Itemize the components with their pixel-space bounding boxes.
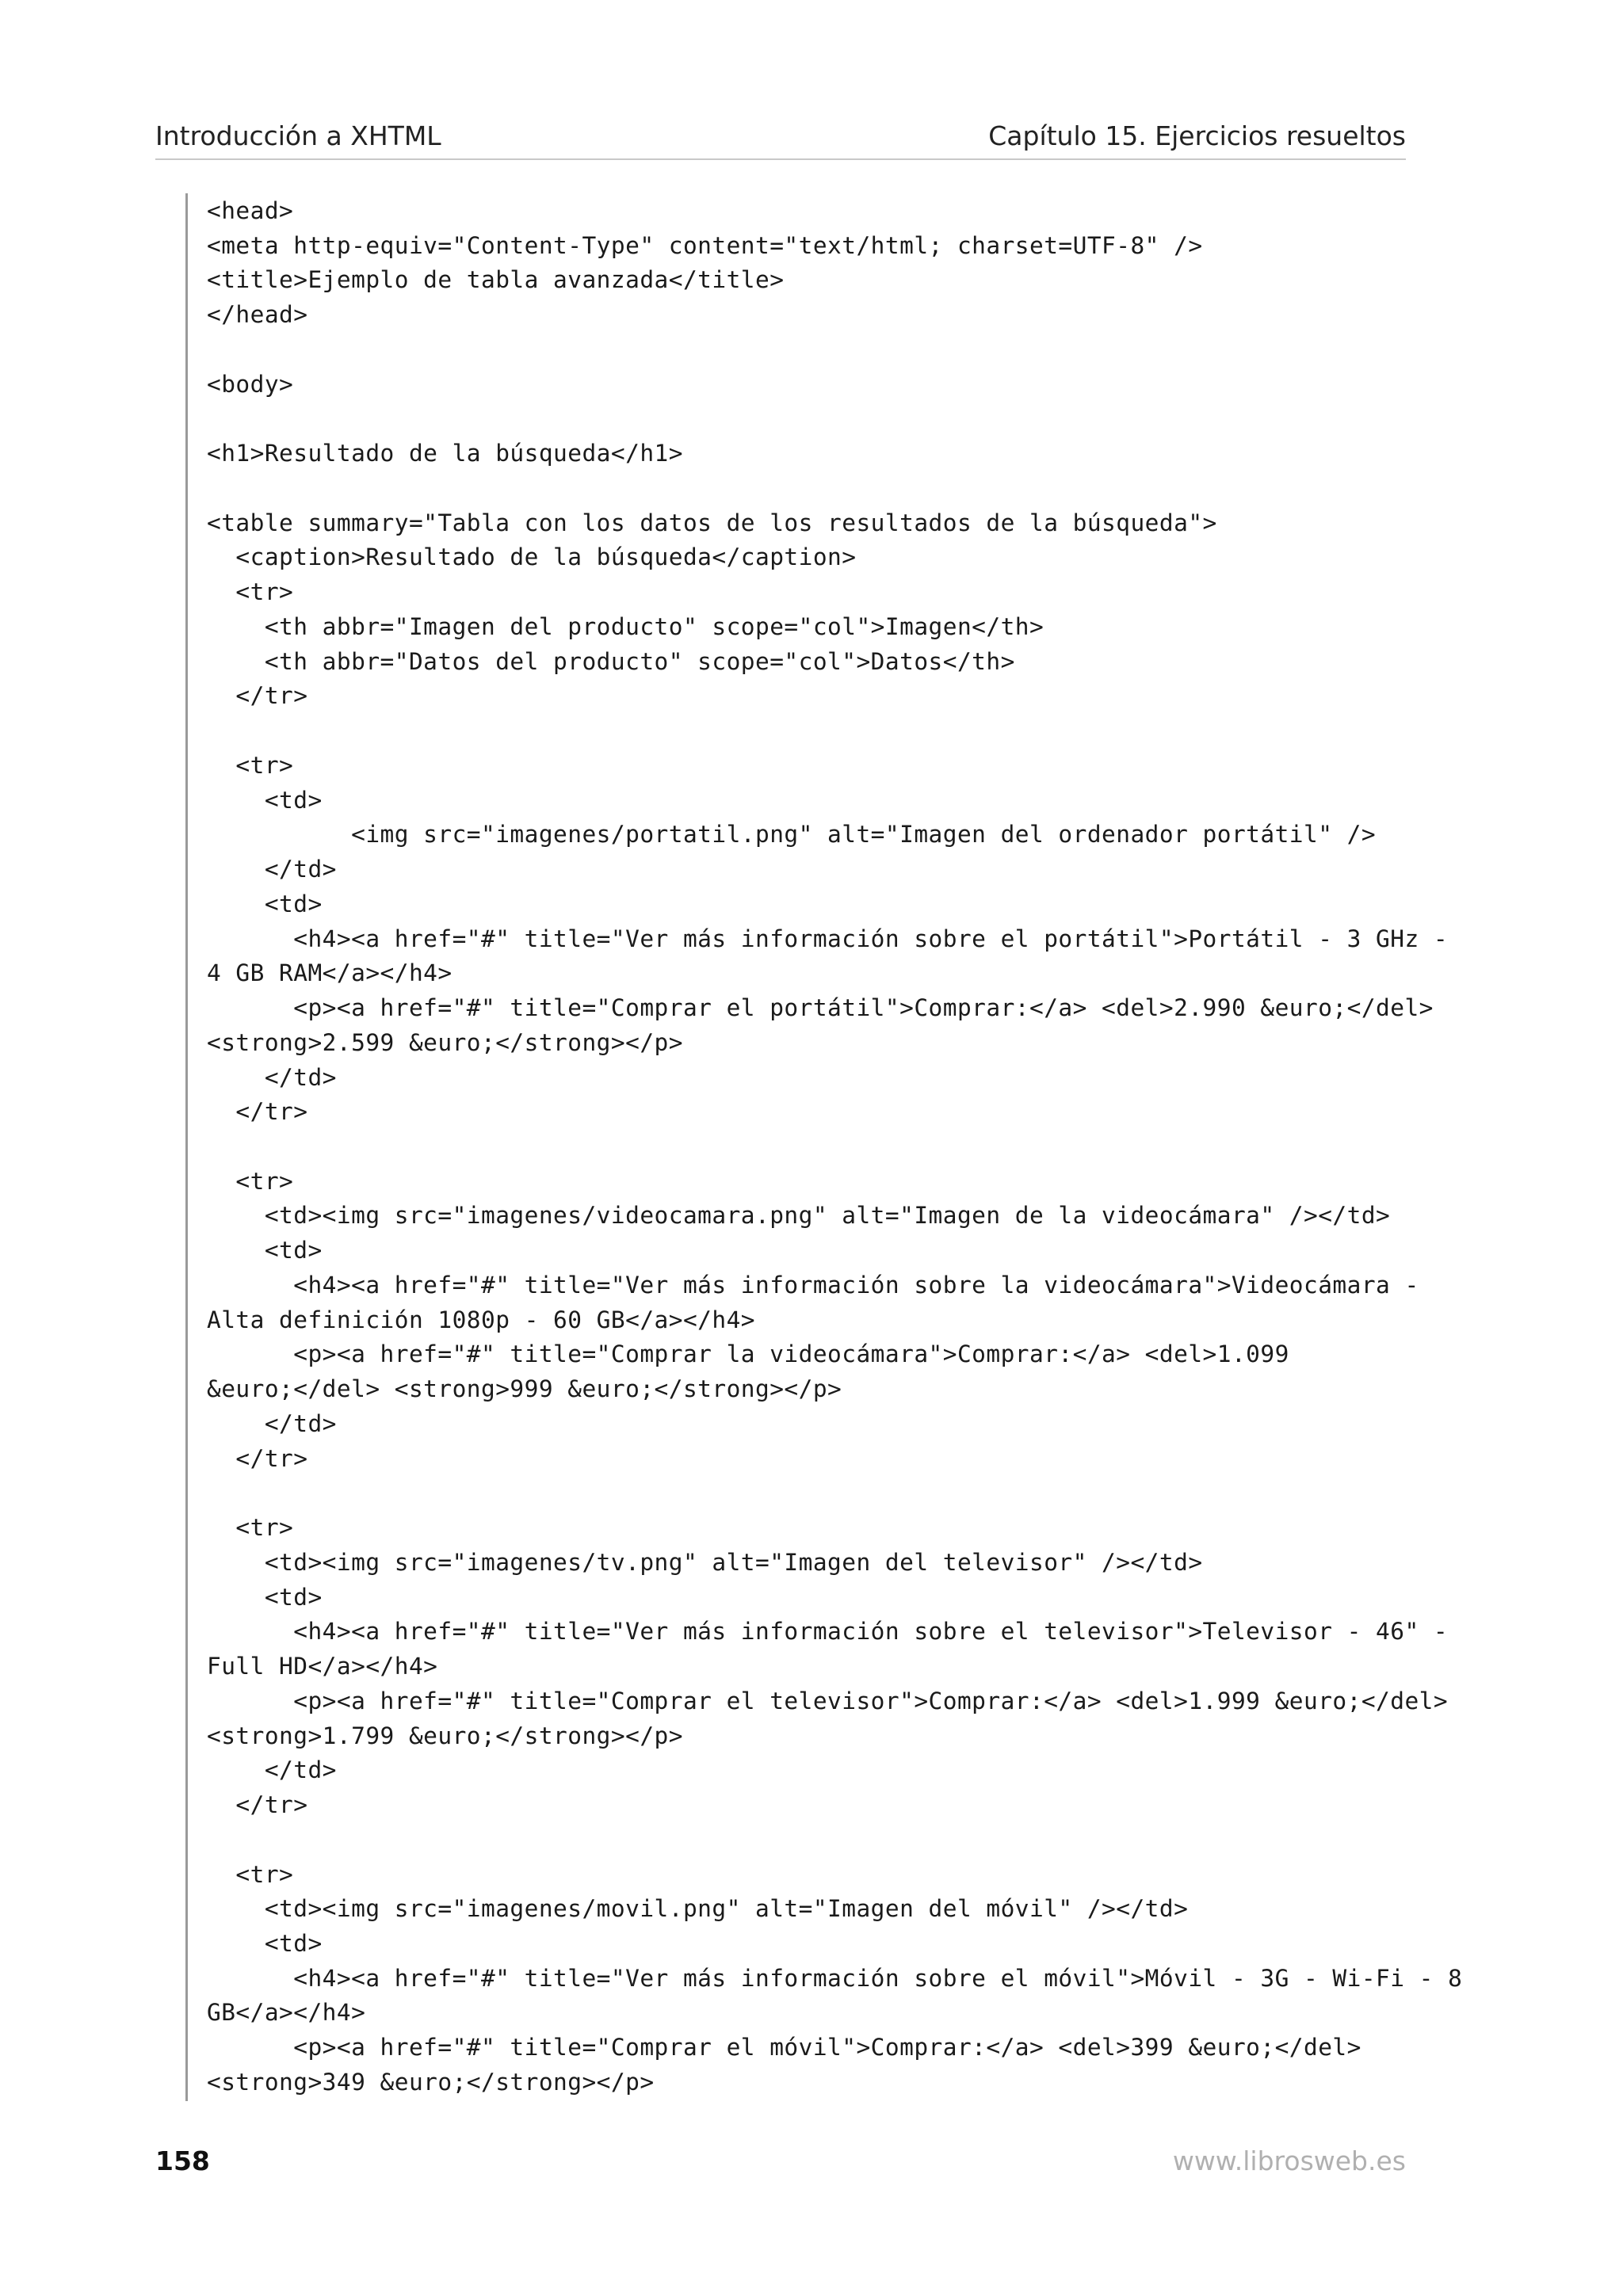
code-line: <td> <box>207 890 323 917</box>
code-line: <table summary="Tabla con los datos de los resultados de la búsqueda"> <box>207 509 1217 536</box>
code-line: &euro;</del> <strong>999 &euro;</strong></p> <box>207 1375 842 1403</box>
code-line: <p><a href="#" title="Comprar el móvil">Comprar:</a> <del>399 &euro;</del> <box>207 2034 1361 2061</box>
code-line: <h4><a href="#" title="Ver más información sobre la videocámara">Videocámara - <box>207 1271 1419 1299</box>
code-line: </td> <box>207 1063 337 1091</box>
code-line: </td> <box>207 1409 337 1437</box>
code-line: <tr> <box>207 1514 294 1542</box>
code-line: </td> <box>207 856 337 883</box>
code-line: <td> <box>207 1930 323 1957</box>
code-line: <caption>Resultado de la búsqueda</caption> <box>207 543 857 571</box>
code-line: <tr> <box>207 578 294 606</box>
code-line: GB</a></h4> <box>207 1999 366 2027</box>
code-line: <th abbr="Datos del producto" scope="col">Datos</th> <box>207 647 1015 675</box>
code-line: <td><img src="imagenes/videocamara.png" alt="Imagen de la videocámara" /></td> <box>207 1202 1391 1230</box>
code-line: </tr> <box>207 1791 308 1819</box>
code-line: <h4><a href="#" title="Ver más información sobre el televisor">Televisor - 46" - <box>207 1618 1449 1646</box>
website-url: www.librosweb.es <box>1172 2145 1406 2176</box>
code-line: <h1>Resultado de la búsqueda</h1> <box>207 440 683 467</box>
code-line: Full HD</a></h4> <box>207 1653 438 1680</box>
code-line: <td> <box>207 786 323 814</box>
code-line: <td> <box>207 1583 323 1611</box>
page-number: 158 <box>155 2145 210 2176</box>
code-line: <body> <box>207 370 294 398</box>
code-line: <tr> <box>207 1860 294 1888</box>
code-line: <p><a href="#" title="Comprar el televisor">Comprar:</a> <del>1.999 &euro;</del> <box>207 1687 1449 1714</box>
code-line: <img src="imagenes/portatil.png" alt="Imagen del ordenador portátil" /> <box>207 821 1377 849</box>
code-line: </head> <box>207 301 308 329</box>
code-line: <p><a href="#" title="Comprar la videocámara">Comprar:</a> <del>1.099 <box>207 1341 1289 1368</box>
code-line: <td><img src="imagenes/movil.png" alt="Imagen del móvil" /></td> <box>207 1895 1189 1923</box>
code-line: <head> <box>207 197 294 224</box>
code-line: <strong>349 &euro;</strong></p> <box>207 2068 655 2096</box>
code-line: </td> <box>207 1756 337 1784</box>
book-title: Introducción a XHTML <box>155 120 441 151</box>
code-line: <strong>2.599 &euro;</strong></p> <box>207 1028 683 1056</box>
code-line: 4 GB RAM</a></h4> <box>207 959 453 987</box>
chapter-title: Capítulo 15. Ejercicios resueltos <box>988 120 1406 151</box>
code-line: <title>Ejemplo de tabla avanzada</title> <box>207 266 785 294</box>
code-line: </tr> <box>207 682 308 710</box>
code-listing <box>185 193 1463 2101</box>
code-line: <meta http-equiv="Content-Type" content="text/html; charset=UTF-8" /> <box>207 231 1203 259</box>
code-line: <tr> <box>207 751 294 779</box>
code-line: <strong>1.799 &euro;</strong></p> <box>207 1722 683 1749</box>
code-line: <th abbr="Imagen del producto" scope="col">Imagen</th> <box>207 612 1044 640</box>
code-line: <p><a href="#" title="Comprar el portátil">Comprar:</a> <del>2.990 &euro;</del> <box>207 994 1434 1022</box>
code-line: <td> <box>207 1237 323 1264</box>
page-header <box>155 119 1406 160</box>
code-line: <h4><a href="#" title="Ver más información sobre el portátil">Portátil - 3 GHz - <box>207 925 1449 952</box>
code-line: </tr> <box>207 1444 308 1472</box>
code-line: Alta definición 1080p - 60 GB</a></h4> <box>207 1306 755 1333</box>
code-line: <tr> <box>207 1167 294 1195</box>
code-line: <h4><a href="#" title="Ver más información sobre el móvil">Móvil - 3G - Wi-Fi - 8 <box>207 1964 1463 1992</box>
code-line: </tr> <box>207 1098 308 1126</box>
code-line: <td><img src="imagenes/tv.png" alt="Imagen del televisor" /></td> <box>207 1548 1203 1576</box>
